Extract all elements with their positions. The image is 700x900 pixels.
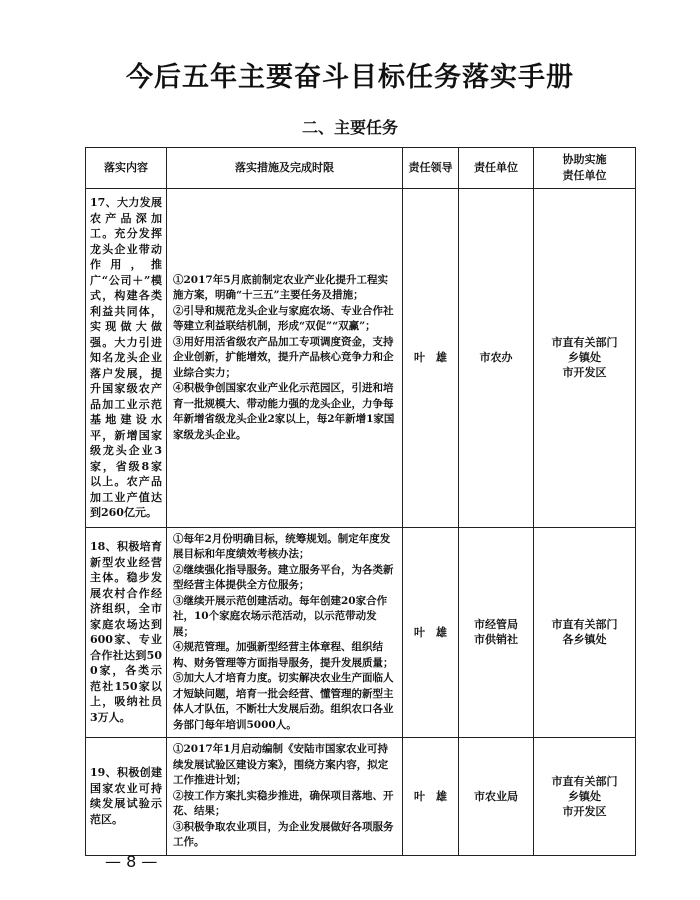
measure-item: ①2017年1月启动编制《安陆市国家农业可持续发展试验区建设方案》，围绕方案内容，拟定工作推进计划； (173, 743, 389, 786)
measure-item: ①2017年5月底前制定农业产业化提升工程实施方案，明确“十三五”主要任务及措施； (173, 273, 389, 301)
measure-item: ③继续开展示范创建活动。每年创建20家合作社，10个家庭农场示范活动，以示范带动发展； (173, 594, 388, 638)
section-heading: 二、主要任务 (301, 118, 398, 137)
header-leader: 责任领导 (403, 148, 459, 189)
measure-item: ④积极争创国家农业产业化示范园区，引进和培育一批规模大、带动能力强的龙头企业，力争每年新增省级龙头企业2家以上，每2年新增1家国家级龙头企业。 (173, 382, 395, 441)
header-content: 落实内容 (86, 148, 167, 189)
measure-item: ③用好用活省级农产品加工专项调度资金，支持企业创新，扩能增效，提升产品核心竞争力和企业综合实力； (173, 335, 394, 379)
task-leader: 叶 雄 (403, 527, 459, 738)
measure-item: ⑤加大人才培育力度。切实解决农业生产面临人才短缺问题，培育一批会经营、懂管理的新型主体人才队伍，不断壮大发展后劲。组织农口各业务部门每年培训5000人。 (173, 672, 394, 731)
measure-item: ②引导和规范龙头企业与家庭农场、专业合作社等建立利益联结机制，形成“双促”“双赢”； (173, 304, 394, 332)
header-unit: 责任单位 (459, 148, 534, 189)
task-content: 17、大力发展农产品深加工。充分发挥龙头企业带动作用，推广“公司＋”模式，构建各类利益共同体，实现做大做强。大力引进知名龙头企业落户发展，提升国家级农产品加工业示范基地建设水平，新增国家级龙头企业3家，省级8家以上。农产品加工业产值达到260亿元。 (86, 189, 167, 528)
task-leader: 叶 雄 (403, 738, 459, 856)
table-row (86, 189, 636, 528)
task-leader: 叶 雄 (403, 189, 459, 528)
measure-item: ①每年2月份明确目标，统筹规划。制定年度发展目标和年度绩效考核办法； (173, 532, 391, 560)
task-assist: 市直有关部门 各乡镇处 (534, 527, 636, 738)
task-measures (167, 189, 403, 528)
document-title: 今后五年主要奋斗目标任务落实手册 (126, 62, 574, 93)
measure-item: ②继续强化指导服务。建立服务平台，为各类新型经营主体提供全方位服务； (173, 563, 394, 591)
header-measures: 落实措施及完成时限 (167, 148, 403, 189)
measure-item: ②按工作方案扎实稳步推进，确保项目落地、开花、结果； (173, 789, 394, 817)
page-number: — 8 — (105, 852, 158, 871)
task-content: 19、积极创建国家农业可持续发展试验示范区。 (86, 738, 167, 856)
task-assist: 市直有关部门 乡镇处 市开发区 (534, 189, 636, 528)
measure-item: ③积极争取农业项目，为企业发展做好各项服务工作。 (173, 820, 394, 848)
task-unit: 市农办 (459, 189, 534, 528)
task-measures (167, 738, 403, 856)
table-row (86, 738, 636, 856)
task-assist: 市直有关部门 乡镇处 市开发区 (534, 738, 636, 856)
measure-item: ④规范管理。加强新型经营主体章程、组织结构、财务管理等方面指导服务，提升发展质量； (173, 641, 394, 669)
task-unit: 市农业局 (459, 738, 534, 856)
table-row (86, 527, 636, 738)
task-content: 18、积极培育新型农业经营主体。稳步发展农村合作经济组织，全市家庭农场达到600家、专业合作社达到500家，各类示范社150家以上，吸纳社员3万人。 (86, 527, 167, 738)
header-assist: 协助实施 责任单位 (534, 148, 636, 189)
task-table (85, 147, 636, 856)
task-unit: 市经管局 市供销社 (459, 527, 534, 738)
table-header-row (86, 148, 636, 189)
task-measures (167, 527, 403, 738)
